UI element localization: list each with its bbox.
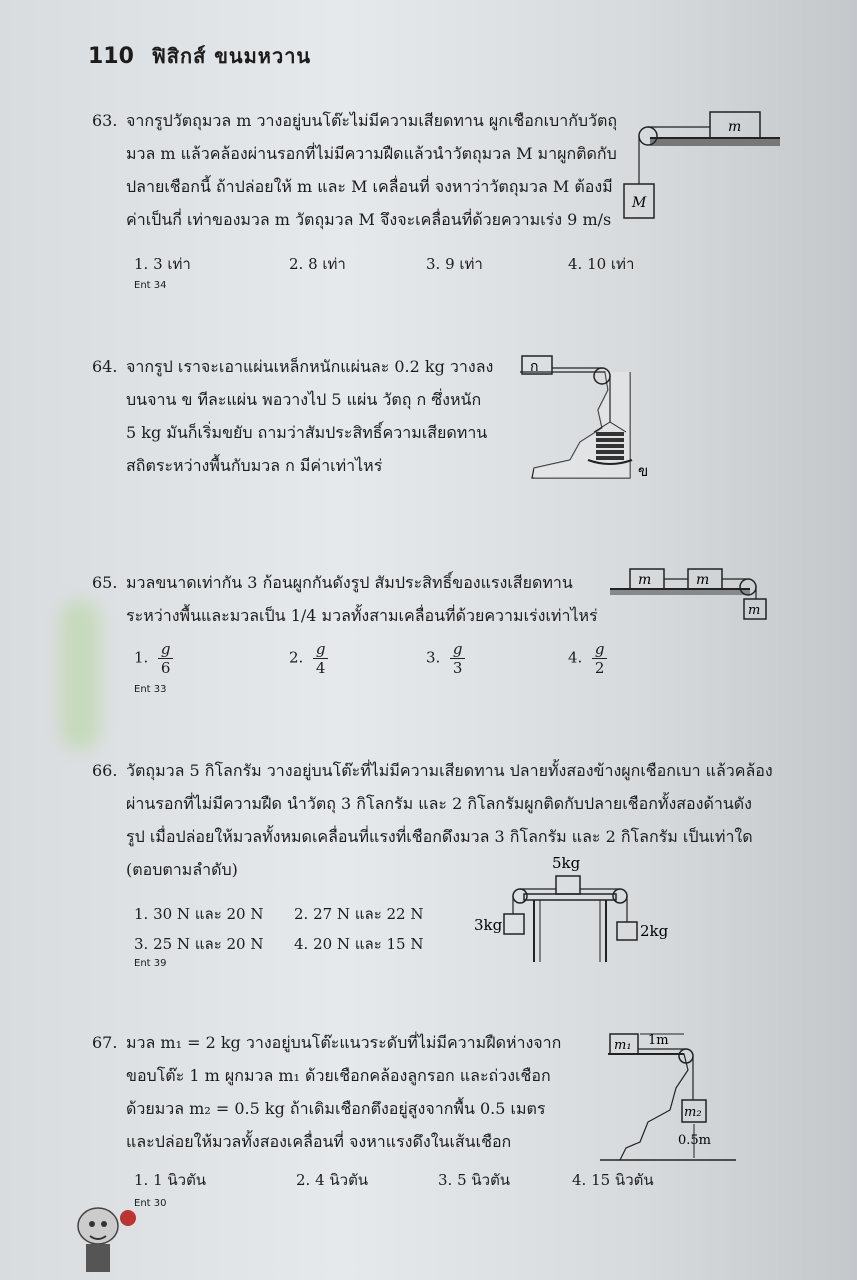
source-label: Ent 34 xyxy=(134,280,167,291)
question-line: จากรูป เราจะเอาแผ่นเหล็กหนักแผ่นละ 0.2 kg วางลง xyxy=(126,357,494,376)
label-1m: 1m xyxy=(648,1033,669,1048)
block-3kg xyxy=(504,914,524,934)
question-line: วัตถุมวล 5 กิโลกรัม วางอยู่บนโต๊ะที่ไม่มีความเสียดทาน ปลายทั้งสองข้างผูกเชือกเบา แล้วคล้อง xyxy=(126,761,773,780)
question-line: 5 kg มันก็เริ่มขยับ ถามว่าสัมประสิทธิ์ความเสียดทาน xyxy=(126,423,488,442)
label-kho: ข xyxy=(638,462,649,480)
question-line: มวล m₁ = 2 kg วางอยู่บนโต๊ะแนวระดับที่ไม่มีความฝืดห่างจาก xyxy=(126,1033,562,1052)
label-m3: m xyxy=(748,603,761,618)
option-4: 4. 10 เท่า xyxy=(568,255,635,273)
question-64 xyxy=(92,350,493,482)
question-line: รูป เมื่อปล่อยให้มวลทั้งหมดเคลื่อนที่แรงที่เชือกดึงมวล 3 กิโลกรัม และ 2 กิโลกรัม เป็นเท่าใด xyxy=(126,827,753,846)
block-5kg xyxy=(556,876,580,894)
option-1: 1. 3 เท่า xyxy=(134,255,191,273)
page-number: 110 xyxy=(88,44,134,69)
table-top xyxy=(524,894,616,900)
source-label: Ent 30 xyxy=(134,1198,167,1209)
question-line: ด้วยมวล m₂ = 0.5 kg ถ้าเดิมเชือกตึงอยู่สูงจากพื้น 0.5 เมตร xyxy=(126,1099,546,1118)
question-number: 67. xyxy=(92,1033,118,1052)
label-ko: ก xyxy=(530,359,539,375)
question-line: มวลขนาดเท่ากัน 3 ก้อนผูกกันดังรูป สัมประสิทธิ์ของแรงเสียดทาน xyxy=(126,573,573,592)
option-2: 2. 27 N และ 22 N xyxy=(294,905,424,923)
question-number: 63. xyxy=(92,111,118,130)
option-1: 1. 1 นิวตัน xyxy=(134,1171,207,1189)
figure-67 xyxy=(600,1026,740,1164)
question-line: บนจาน ข ทีละแผ่น พอวางไป 5 แผ่น วัตถุ ก ซึ่งหนัก xyxy=(126,390,482,409)
mascot-illustration xyxy=(72,1196,142,1276)
source-label: Ent 33 xyxy=(134,684,167,695)
question-line: (ตอบตามลำดับ) xyxy=(126,860,238,879)
question-number: 66. xyxy=(92,761,118,780)
figure-64 xyxy=(520,350,670,480)
label-m1: m₁ xyxy=(614,1038,632,1053)
option-3: 3. $\frac{g}{3}$ xyxy=(426,640,465,677)
question-line: ผ่านรอกที่ไม่มีความฝืด นำวัตถุ 3 กิโลกรัม และ 2 กิโลกรัมผูกติดกับปลายเชือกทั้งสองด้านดัง xyxy=(126,794,752,813)
option-2: 2. 4 นิวตัน xyxy=(296,1171,369,1189)
label-M: M xyxy=(632,195,647,211)
label-m1: m xyxy=(638,572,652,588)
option-4: 4. 20 N และ 15 N xyxy=(294,935,424,953)
pulley-right xyxy=(613,889,627,903)
option-3: 3. 5 นิวตัน xyxy=(438,1171,511,1189)
question-line: มวล m แล้วคล้องผ่านรอกที่ไม่มีความฝืดแล้วนำวัตถุมวล M มาผูกติดกับ xyxy=(126,144,617,163)
question-65 xyxy=(92,566,598,632)
question-line: สถิตระหว่างพื้นกับมวล ก มีค่าเท่าไหร่ xyxy=(126,456,383,475)
question-number: 64. xyxy=(92,357,118,376)
label-m2: m xyxy=(696,572,710,588)
option-4: 4. 15 นิวตัน xyxy=(572,1171,654,1189)
figure-65 xyxy=(610,565,770,625)
question-line: ระหว่างพื้นและมวลเป็น 1/4 มวลทั้งสามเคลื่อนที่ด้วยความเร่งเท่าไหร่ xyxy=(126,606,598,625)
source-label: Ent 39 xyxy=(134,958,167,969)
figure-66 xyxy=(474,852,684,967)
pulley-left xyxy=(513,889,527,903)
question-line: ปลายเชือกนี้ ถ้าปล่อยให้ m และ M เคลื่อนที่ จงหาว่าวัตถุมวล M ต้องมี xyxy=(126,177,613,196)
label-2kg: 2kg xyxy=(640,922,669,940)
book-title: ฟิสิกส์ ขนมหวาน xyxy=(151,44,312,68)
option-1: 1. $\frac{g}{6}$ xyxy=(134,640,173,677)
label-m: m xyxy=(728,119,742,135)
question-63 xyxy=(92,104,617,236)
question-line: จากรูปวัตถุมวล m วางอยู่บนโต๊ะไม่มีความเสียดทาน ผูกเชือกเบากับวัตถุ xyxy=(126,111,618,130)
label-3kg: 3kg xyxy=(474,916,503,934)
figure-63 xyxy=(620,100,785,230)
question-line: ขอบโต๊ะ 1 m ผูกมวล m₁ ด้วยเชือกคล้องลูกรอก และถ่วงเชือก xyxy=(126,1066,551,1085)
page-header xyxy=(88,40,311,72)
question-number: 65. xyxy=(92,573,118,592)
label-height: 0.5m xyxy=(678,1133,712,1148)
option-1: 1. 30 N และ 20 N xyxy=(134,905,264,923)
label-m2: m₂ xyxy=(684,1105,702,1120)
question-line: และปล่อยให้มวลทั้งสองเคลื่อนที่ จงหาแรงดึงในเส้นเชือก xyxy=(126,1132,512,1151)
option-3: 3. 9 เท่า xyxy=(426,255,483,273)
pulley xyxy=(639,127,657,145)
option-2: 2. 8 เท่า xyxy=(289,255,346,273)
option-2: 2. $\frac{g}{4}$ xyxy=(289,640,328,677)
block-2kg xyxy=(617,922,637,940)
question-67 xyxy=(92,1026,561,1158)
option-4: 4. $\frac{g}{2}$ xyxy=(568,640,607,677)
label-5kg: 5kg xyxy=(552,854,581,872)
question-line: ค่าเป็นกี่ เท่าของมวล m วัตถุมวล M จึงจะเคลื่อนที่ด้วยความเร่ง 9 m/s xyxy=(126,210,612,229)
option-3: 3. 25 N และ 20 N xyxy=(134,935,264,953)
